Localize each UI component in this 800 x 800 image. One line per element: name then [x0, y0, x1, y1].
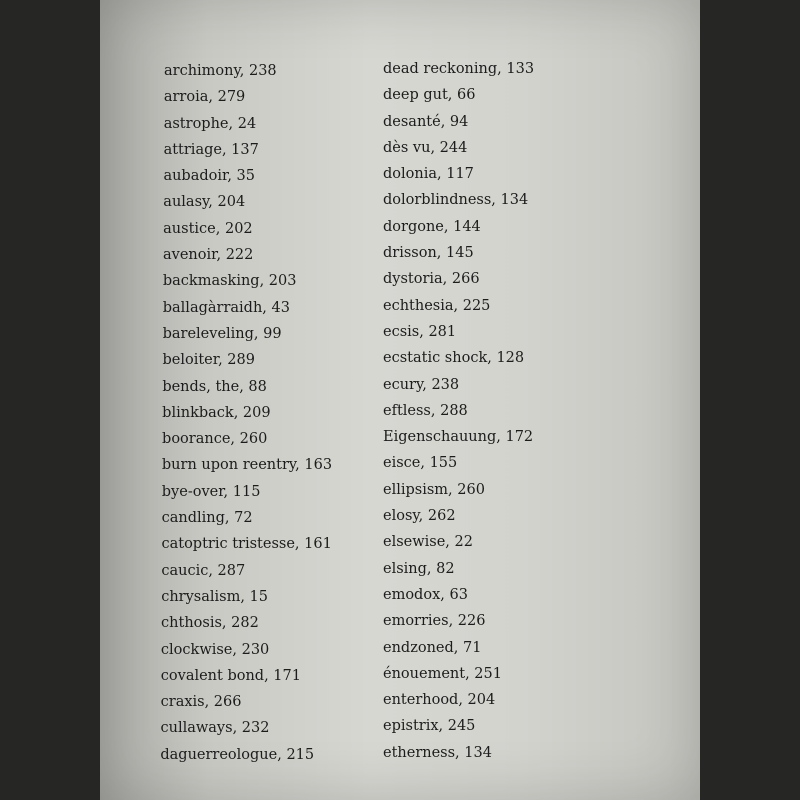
index-entry: backmasking, 203	[162, 273, 297, 290]
index-entry: covalent bond, 171	[160, 667, 301, 684]
index-entry: dead reckoning, 133	[383, 61, 535, 77]
index-entry: bye-over, 115	[161, 483, 261, 500]
index-entry: emorries, 226	[383, 613, 486, 630]
index-entry: daguerreologue, 215	[160, 746, 315, 763]
index-entry: craxis, 266	[160, 694, 242, 711]
index-entry: elosy, 262	[383, 508, 456, 525]
index-entry: blinkback, 209	[162, 404, 271, 421]
index-entry: cullaways, 232	[160, 720, 270, 737]
index-entry: endzoned, 71	[383, 639, 482, 656]
index-entry: Eigenschauung, 172	[383, 429, 534, 446]
index-entry: enterhood, 204	[383, 692, 496, 709]
index-entry: aulasy, 204	[163, 194, 246, 211]
index-entry: dolorblindness, 134	[383, 192, 529, 209]
index-entry: eftless, 288	[383, 402, 468, 419]
index-entry: elsewise, 22	[383, 534, 473, 551]
index-entry: chrysalism, 15	[161, 588, 269, 605]
index-entry: dolonia, 117	[383, 166, 474, 183]
index-entry: astrophe, 24	[163, 115, 257, 132]
index-entry: caucic, 287	[161, 562, 246, 579]
index-entry: eisce, 155	[383, 455, 458, 472]
index-entry: candling, 72	[161, 510, 253, 527]
index-entry: énouement, 251	[383, 665, 502, 682]
index-entry: burn upon reentry, 163	[161, 457, 333, 474]
book-page	[100, 0, 700, 800]
index-entry: chthosis, 282	[161, 615, 259, 632]
index-entry: ecury, 238	[383, 376, 460, 393]
index-entry: dystoria, 266	[383, 271, 480, 288]
index-entry: emodox, 63	[383, 586, 468, 603]
index-entry: bends, the, 88	[162, 378, 267, 395]
index-column-right	[383, 56, 633, 766]
index-entry: ecstatic shock, 128	[383, 350, 525, 367]
index-entry: desanté, 94	[383, 113, 469, 130]
index-entry: beloiter, 289	[162, 352, 255, 369]
index-entry: echthesia, 225	[383, 297, 491, 314]
index-entry: attriage, 137	[163, 141, 259, 158]
index-entry: ellipsism, 260	[383, 481, 485, 498]
index-entry: ecsis, 281	[383, 323, 457, 340]
index-entry: etherness, 134	[383, 744, 492, 761]
index-entry: ballagàrraidh, 43	[162, 299, 290, 316]
index-entry: arroia, 279	[163, 89, 246, 106]
index-entry: dès vu, 244	[383, 139, 468, 156]
index-entry: boorance, 260	[162, 431, 268, 448]
index-entry: dorgone, 144	[383, 218, 481, 235]
index-entry: austice, 202	[163, 220, 253, 237]
index-entry: bareleveling, 99	[162, 325, 282, 342]
index-entry: elsing, 82	[383, 560, 455, 577]
index-entry: catoptric tristesse, 161	[161, 536, 332, 553]
index-entry: archimony, 238	[164, 63, 277, 79]
index-entry: aubadoir, 35	[163, 168, 256, 185]
index-entry: avenoir, 222	[163, 247, 254, 264]
index-entry: clockwise, 230	[160, 641, 270, 658]
index-entry: deep gut, 66	[383, 87, 476, 104]
index-entry: epistrix, 245	[383, 718, 476, 735]
index-entry: drisson, 145	[383, 245, 474, 262]
index-column-left	[160, 58, 394, 768]
